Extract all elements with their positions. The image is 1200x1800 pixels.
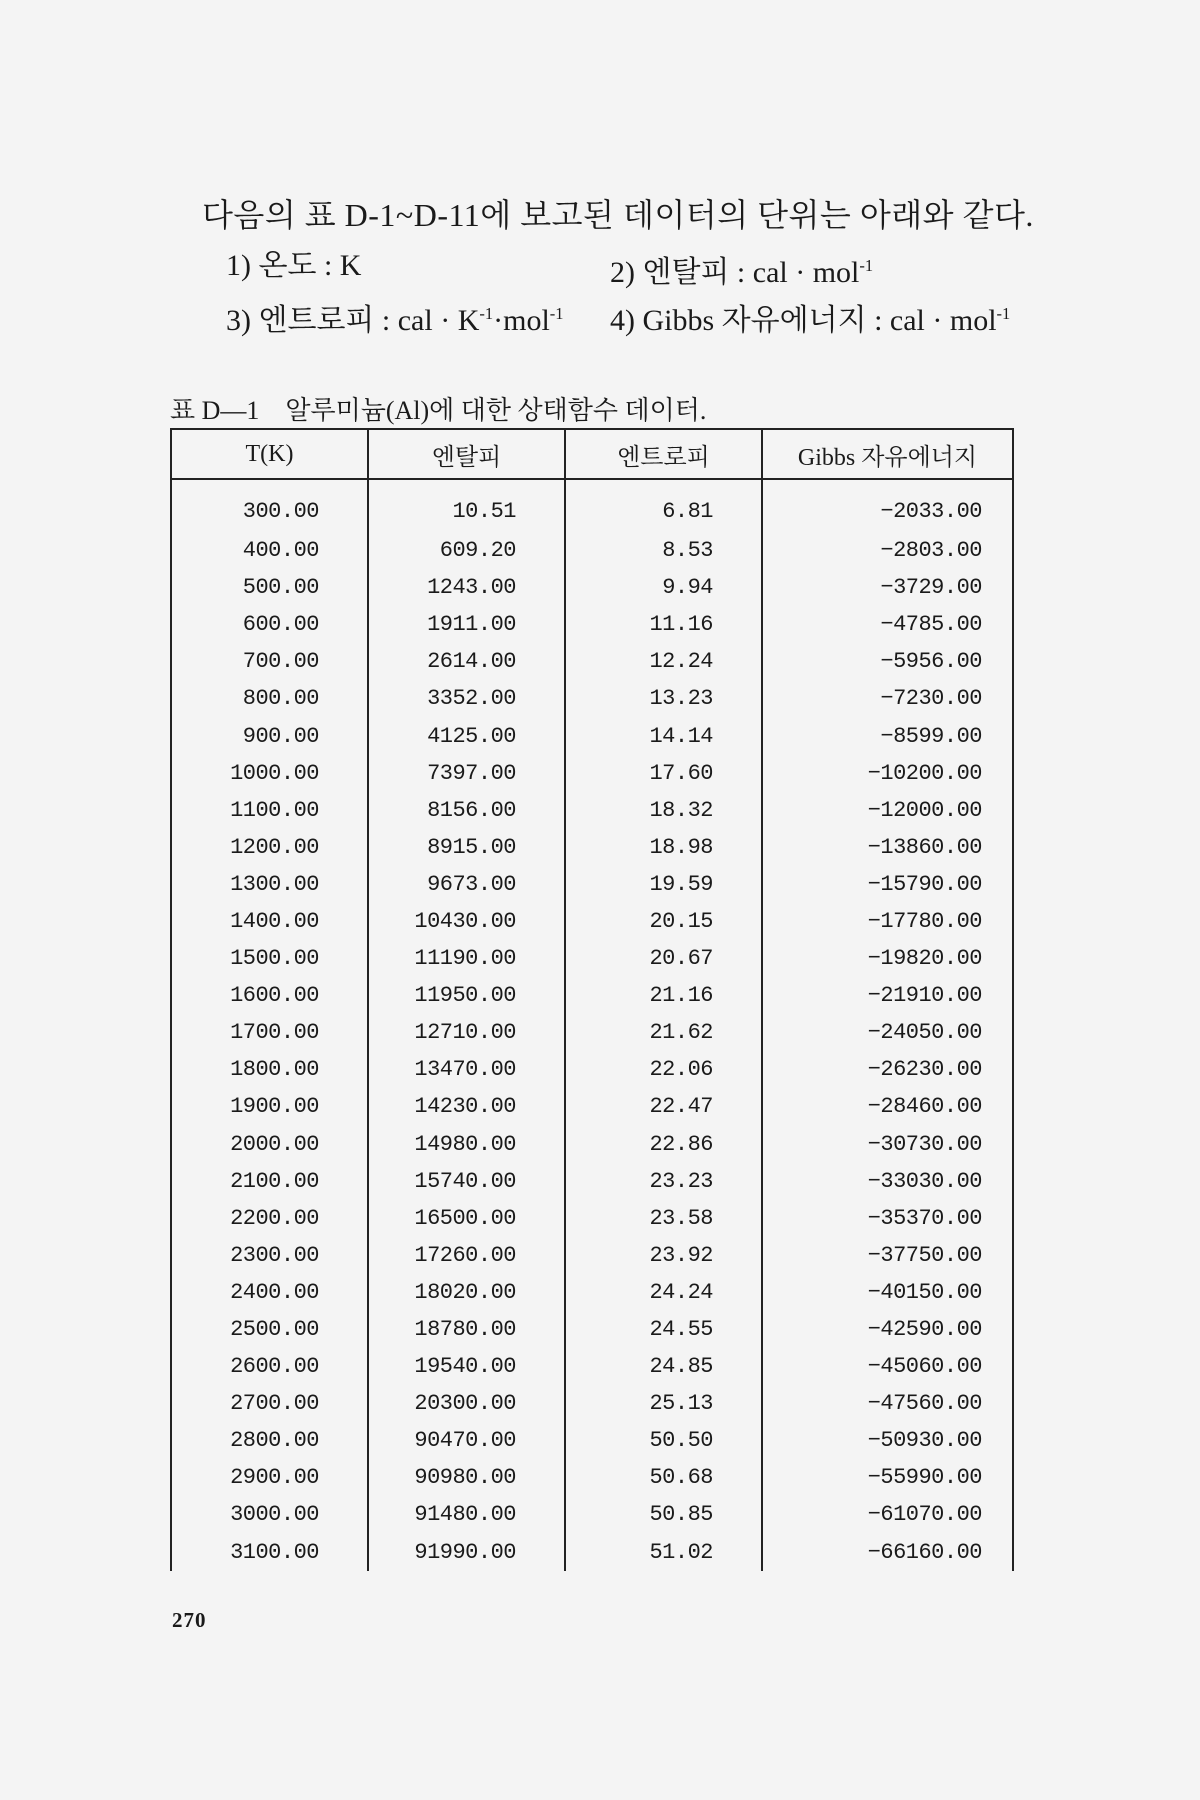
cell-temperature: 1500.00 bbox=[171, 940, 368, 977]
cell-enthalpy: 7397.00 bbox=[368, 755, 565, 792]
cell-gibbs: −7230.00 bbox=[762, 680, 1013, 717]
cell-entropy: 9.94 bbox=[565, 569, 762, 606]
table-body bbox=[171, 479, 1013, 1571]
cell-entropy: 20.67 bbox=[565, 940, 762, 977]
cell-enthalpy: 1243.00 bbox=[368, 569, 565, 606]
cell-entropy: 8.53 bbox=[565, 532, 762, 569]
cell-enthalpy: 17260.00 bbox=[368, 1237, 565, 1274]
cell-gibbs: −19820.00 bbox=[762, 940, 1013, 977]
header-enthalpy: 엔탈피 bbox=[368, 429, 565, 479]
cell-gibbs: −2033.00 bbox=[762, 479, 1013, 532]
cell-enthalpy: 90980.00 bbox=[368, 1459, 565, 1496]
cell-temperature: 900.00 bbox=[171, 717, 368, 754]
cell-gibbs: −4785.00 bbox=[762, 606, 1013, 643]
table-row bbox=[171, 1088, 1013, 1125]
cell-enthalpy: 8915.00 bbox=[368, 829, 565, 866]
cell-gibbs: −21910.00 bbox=[762, 977, 1013, 1014]
cell-enthalpy: 9673.00 bbox=[368, 866, 565, 903]
cell-enthalpy: 10.51 bbox=[368, 479, 565, 532]
cell-entropy: 22.06 bbox=[565, 1051, 762, 1088]
table-row bbox=[171, 1014, 1013, 1051]
cell-enthalpy: 18780.00 bbox=[368, 1311, 565, 1348]
table-row bbox=[171, 1163, 1013, 1200]
cell-entropy: 11.16 bbox=[565, 606, 762, 643]
cell-gibbs: −42590.00 bbox=[762, 1311, 1013, 1348]
unit-temperature bbox=[226, 242, 361, 290]
cell-enthalpy: 11190.00 bbox=[368, 940, 565, 977]
unit-list bbox=[202, 238, 1062, 338]
cell-gibbs: −37750.00 bbox=[762, 1237, 1013, 1274]
cell-temperature: 3100.00 bbox=[171, 1534, 368, 1571]
cell-enthalpy: 10430.00 bbox=[368, 903, 565, 940]
table-row bbox=[171, 829, 1013, 866]
table-row bbox=[171, 1348, 1013, 1385]
table-header-row bbox=[171, 429, 1013, 479]
cell-enthalpy: 13470.00 bbox=[368, 1051, 565, 1088]
cell-enthalpy: 18020.00 bbox=[368, 1274, 565, 1311]
table-row bbox=[171, 1051, 1013, 1088]
table-row bbox=[171, 717, 1013, 754]
cell-entropy: 21.16 bbox=[565, 977, 762, 1014]
table-title: 알루미늄(Al)에 대한 상태함수 데이터. bbox=[285, 396, 707, 425]
intro-heading: 다음의 표 D-1~D-11에 보고된 데이터의 단위는 아래와 같다. bbox=[202, 197, 1034, 233]
cell-enthalpy: 14230.00 bbox=[368, 1088, 565, 1125]
cell-temperature: 600.00 bbox=[171, 606, 368, 643]
cell-temperature: 1300.00 bbox=[171, 866, 368, 903]
cell-entropy: 20.15 bbox=[565, 903, 762, 940]
table-row bbox=[171, 479, 1013, 532]
table-row bbox=[171, 1534, 1013, 1571]
unit-gibbs bbox=[610, 290, 1010, 345]
header-entropy: 엔트로피 bbox=[565, 429, 762, 479]
table-row bbox=[171, 1311, 1013, 1348]
table-row bbox=[171, 1422, 1013, 1459]
table-row bbox=[171, 866, 1013, 903]
cell-temperature: 1900.00 bbox=[171, 1088, 368, 1125]
cell-temperature: 1600.00 bbox=[171, 977, 368, 1014]
cell-entropy: 51.02 bbox=[565, 1534, 762, 1571]
cell-temperature: 2500.00 bbox=[171, 1311, 368, 1348]
unit-entropy bbox=[226, 290, 564, 345]
cell-temperature: 800.00 bbox=[171, 680, 368, 717]
cell-entropy: 50.68 bbox=[565, 1459, 762, 1496]
cell-temperature: 700.00 bbox=[171, 643, 368, 680]
cell-temperature: 500.00 bbox=[171, 569, 368, 606]
state-function-table bbox=[170, 428, 1014, 1571]
table-row bbox=[171, 755, 1013, 792]
cell-entropy: 21.62 bbox=[565, 1014, 762, 1051]
cell-entropy: 23.23 bbox=[565, 1163, 762, 1200]
intro-section bbox=[202, 192, 1062, 338]
cell-entropy: 19.59 bbox=[565, 866, 762, 903]
cell-temperature: 2800.00 bbox=[171, 1422, 368, 1459]
cell-gibbs: −13860.00 bbox=[762, 829, 1013, 866]
cell-temperature: 1800.00 bbox=[171, 1051, 368, 1088]
cell-temperature: 1700.00 bbox=[171, 1014, 368, 1051]
header-temperature: T(K) bbox=[171, 429, 368, 479]
cell-temperature: 2600.00 bbox=[171, 1348, 368, 1385]
cell-entropy: 13.23 bbox=[565, 680, 762, 717]
table-row bbox=[171, 532, 1013, 569]
cell-gibbs: −40150.00 bbox=[762, 1274, 1013, 1311]
cell-enthalpy: 91480.00 bbox=[368, 1496, 565, 1533]
unit-gibbs-text: 4) Gibbs 자유에너지 : cal · mol bbox=[610, 304, 997, 337]
cell-entropy: 17.60 bbox=[565, 755, 762, 792]
cell-temperature: 2400.00 bbox=[171, 1274, 368, 1311]
cell-temperature: 400.00 bbox=[171, 532, 368, 569]
cell-temperature: 3000.00 bbox=[171, 1496, 368, 1533]
unit-enthalpy-text: 2) 엔탈피 : cal · mol bbox=[610, 256, 860, 289]
unit-entropy-exp2: -1 bbox=[549, 304, 564, 323]
table-row bbox=[171, 569, 1013, 606]
unit-entropy-text: 3) 엔트로피 : cal · K bbox=[226, 304, 480, 337]
table-row bbox=[171, 792, 1013, 829]
cell-gibbs: −45060.00 bbox=[762, 1348, 1013, 1385]
table-row bbox=[171, 977, 1013, 1014]
table-row bbox=[171, 1459, 1013, 1496]
cell-temperature: 300.00 bbox=[171, 479, 368, 532]
cell-gibbs: −17780.00 bbox=[762, 903, 1013, 940]
cell-gibbs: −30730.00 bbox=[762, 1126, 1013, 1163]
cell-enthalpy: 15740.00 bbox=[368, 1163, 565, 1200]
cell-gibbs: −5956.00 bbox=[762, 643, 1013, 680]
cell-gibbs: −24050.00 bbox=[762, 1014, 1013, 1051]
cell-entropy: 18.32 bbox=[565, 792, 762, 829]
cell-entropy: 24.24 bbox=[565, 1274, 762, 1311]
cell-enthalpy: 8156.00 bbox=[368, 792, 565, 829]
table-row bbox=[171, 643, 1013, 680]
cell-enthalpy: 19540.00 bbox=[368, 1348, 565, 1385]
cell-gibbs: −50930.00 bbox=[762, 1422, 1013, 1459]
cell-enthalpy: 14980.00 bbox=[368, 1126, 565, 1163]
cell-entropy: 23.92 bbox=[565, 1237, 762, 1274]
cell-entropy: 50.50 bbox=[565, 1422, 762, 1459]
cell-temperature: 2700.00 bbox=[171, 1385, 368, 1422]
table-row bbox=[171, 1385, 1013, 1422]
cell-enthalpy: 2614.00 bbox=[368, 643, 565, 680]
cell-entropy: 6.81 bbox=[565, 479, 762, 532]
table-row bbox=[171, 606, 1013, 643]
cell-gibbs: −10200.00 bbox=[762, 755, 1013, 792]
cell-gibbs: −61070.00 bbox=[762, 1496, 1013, 1533]
cell-temperature: 2200.00 bbox=[171, 1200, 368, 1237]
cell-gibbs: −15790.00 bbox=[762, 866, 1013, 903]
cell-entropy: 22.86 bbox=[565, 1126, 762, 1163]
table-row bbox=[171, 903, 1013, 940]
page-number: 270 bbox=[172, 1608, 207, 1632]
cell-gibbs: −3729.00 bbox=[762, 569, 1013, 606]
header-gibbs: Gibbs 자유에너지 bbox=[762, 429, 1013, 479]
table-row bbox=[171, 940, 1013, 977]
cell-gibbs: −28460.00 bbox=[762, 1088, 1013, 1125]
cell-gibbs: −8599.00 bbox=[762, 717, 1013, 754]
table-row bbox=[171, 1126, 1013, 1163]
cell-temperature: 1400.00 bbox=[171, 903, 368, 940]
cell-temperature: 2000.00 bbox=[171, 1126, 368, 1163]
cell-gibbs: −12000.00 bbox=[762, 792, 1013, 829]
unit-temperature-text: 1) 온도 : K bbox=[226, 249, 362, 282]
cell-temperature: 1100.00 bbox=[171, 792, 368, 829]
cell-entropy: 22.47 bbox=[565, 1088, 762, 1125]
cell-enthalpy: 91990.00 bbox=[368, 1534, 565, 1571]
cell-temperature: 1000.00 bbox=[171, 755, 368, 792]
cell-entropy: 50.85 bbox=[565, 1496, 762, 1533]
unit-enthalpy-exp: -1 bbox=[859, 256, 874, 275]
cell-entropy: 14.14 bbox=[565, 717, 762, 754]
cell-entropy: 25.13 bbox=[565, 1385, 762, 1422]
cell-gibbs: −66160.00 bbox=[762, 1534, 1013, 1571]
table-row bbox=[171, 1274, 1013, 1311]
table-row bbox=[171, 1237, 1013, 1274]
cell-temperature: 2100.00 bbox=[171, 1163, 368, 1200]
cell-gibbs: −55990.00 bbox=[762, 1459, 1013, 1496]
cell-enthalpy: 11950.00 bbox=[368, 977, 565, 1014]
cell-entropy: 24.85 bbox=[565, 1348, 762, 1385]
cell-gibbs: −35370.00 bbox=[762, 1200, 1013, 1237]
cell-temperature: 2900.00 bbox=[171, 1459, 368, 1496]
unit-gibbs-exp: -1 bbox=[996, 304, 1011, 323]
cell-enthalpy: 3352.00 bbox=[368, 680, 565, 717]
cell-enthalpy: 90470.00 bbox=[368, 1422, 565, 1459]
cell-temperature: 2300.00 bbox=[171, 1237, 368, 1274]
unit-entropy-suffix: ·mol bbox=[493, 304, 550, 337]
table-number: 표 D—1 bbox=[170, 396, 260, 425]
table-row bbox=[171, 1496, 1013, 1533]
cell-entropy: 24.55 bbox=[565, 1311, 762, 1348]
unit-entropy-exp: -1 bbox=[479, 304, 494, 323]
cell-entropy: 18.98 bbox=[565, 829, 762, 866]
cell-gibbs: −47560.00 bbox=[762, 1385, 1013, 1422]
cell-gibbs: −26230.00 bbox=[762, 1051, 1013, 1088]
cell-gibbs: −33030.00 bbox=[762, 1163, 1013, 1200]
unit-enthalpy bbox=[610, 242, 873, 297]
cell-gibbs: −2803.00 bbox=[762, 532, 1013, 569]
cell-enthalpy: 4125.00 bbox=[368, 717, 565, 754]
cell-entropy: 23.58 bbox=[565, 1200, 762, 1237]
cell-enthalpy: 20300.00 bbox=[368, 1385, 565, 1422]
table-row bbox=[171, 1200, 1013, 1237]
table-caption bbox=[170, 390, 706, 427]
table-row bbox=[171, 680, 1013, 717]
cell-temperature: 1200.00 bbox=[171, 829, 368, 866]
cell-entropy: 12.24 bbox=[565, 643, 762, 680]
cell-enthalpy: 1911.00 bbox=[368, 606, 565, 643]
cell-enthalpy: 609.20 bbox=[368, 532, 565, 569]
cell-enthalpy: 16500.00 bbox=[368, 1200, 565, 1237]
cell-enthalpy: 12710.00 bbox=[368, 1014, 565, 1051]
